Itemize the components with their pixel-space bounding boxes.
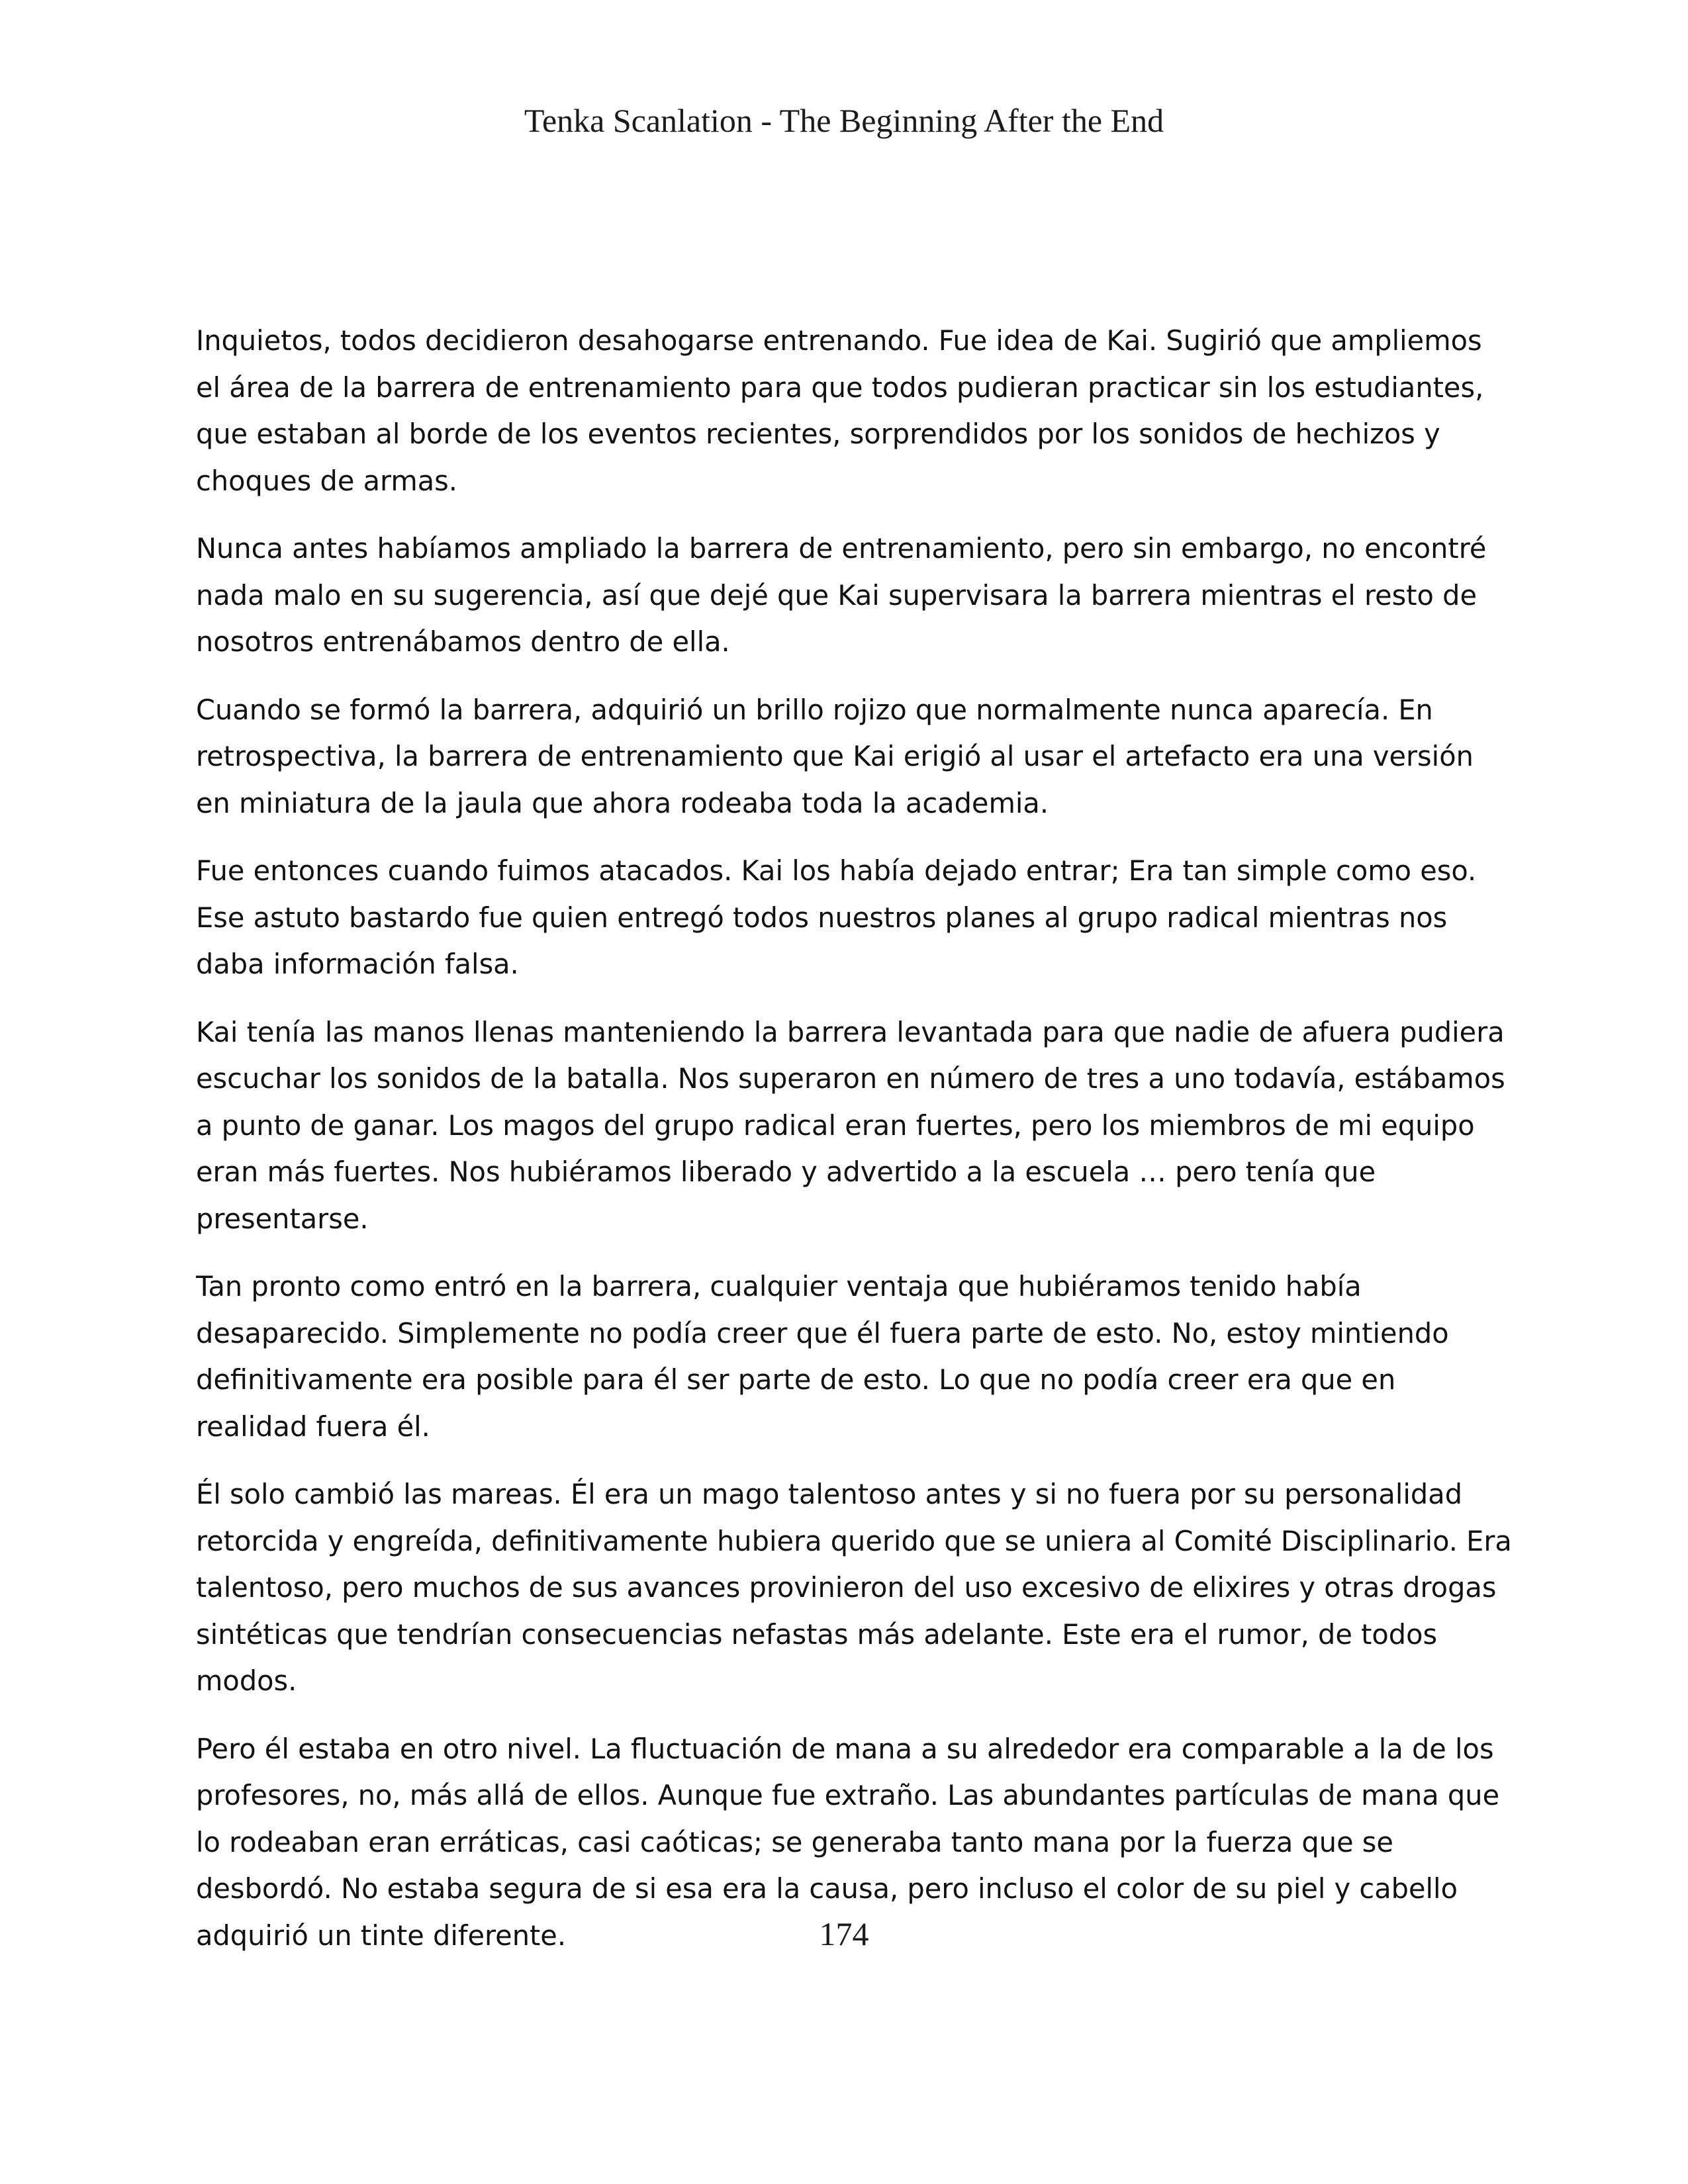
paragraph-8: Pero él estaba en otro nivel. La fluctuación de mana a su alrededor era comparable a la de los profesores, no, más allá de ellos. Aunque fue extraño. Las abundantes partículas de mana que lo rodeaban eran erráticas, casi caóticas; se generaba tanto mana por la fuerza que se desbordó. No estaba segura de si esa era la causa, pero incluso el color de su piel y cabello adquirió un tinte diferente. xyxy=(196,1732,1500,1952)
paragraph-2: Nunca antes habíamos ampliado la barrera de entrenamiento, pero sin embargo, no encontré nada malo en su sugerencia, así que dejé que Kai supervisara la barrera mientras el resto de nosotros entrenábamos dentro de ella. xyxy=(196,532,1487,658)
paragraph-5: Kai tenía las manos llenas manteniendo la barrera levantada para que nadie de afuera pudiera escuchar los sonidos de la batalla. Nos superaron en número de tres a uno todavía, estábamos a punto de ganar. Los magos del grupo radical eran fuertes, pero los miembros de mi equipo eran más fuertes. Nos hubiéramos liberado y advertido a la escuela … pero tenía que presentarse. xyxy=(196,1015,1505,1235)
paragraph-3: Cuando se formó la barrera, adquirió un brillo rojizo que normalmente nunca aparecía. En retrospectiva, la barrera de entrenamiento que Kai erigió al usar el artefacto era una versión en miniatura de la jaula que ahora rodeaba toda la academia. xyxy=(196,693,1474,819)
paragraph-4: Fue entonces cuando fuimos atacados. Kai los había dejado entrar; Era tan simple como eso. Ese astuto bastardo fue quien entregó todos nuestros planes al grupo radical mientras nos daba información falsa. xyxy=(196,854,1477,980)
page-header-title: Tenka Scanlation - The Beginning After the End xyxy=(524,102,1164,139)
paragraph-1: Inquietos, todos decidieron desahogarse entrenando. Fue idea de Kai. Sugirió que ampliemos el área de la barrera de entrenamiento para que todos pudieran practicar sin los estudiantes, que estaban al borde de los eventos recientes, sorprendidos por los sonidos de hechizos y choques de armas. xyxy=(196,324,1484,497)
page-number: 174 xyxy=(819,1915,869,1952)
paragraph-6: Tan pronto como entró en la barrera, cualquier ventaja que hubiéramos tenido había desaparecido. Simplemente no podía creer que él fuera parte de esto. No, estoy mintiendo definitivamente era posible para él ser parte de esto. Lo que no podía creer era que en realidad fuera él. xyxy=(196,1270,1449,1443)
paragraph-7: Él solo cambió las mareas. Él era un mago talentoso antes y si no fuera por su personalidad retorcida y engreída, definitivamente hubiera querido que se uniera al Comité Disciplinario. Era talentoso, pero muchos de sus avances provinieron del uso excesivo de elixires y otras drogas sintéticas que tendrían consecuencias nefastas más adelante. Este era el rumor, de todos modos. xyxy=(196,1478,1512,1697)
page-body xyxy=(196,318,1513,1980)
